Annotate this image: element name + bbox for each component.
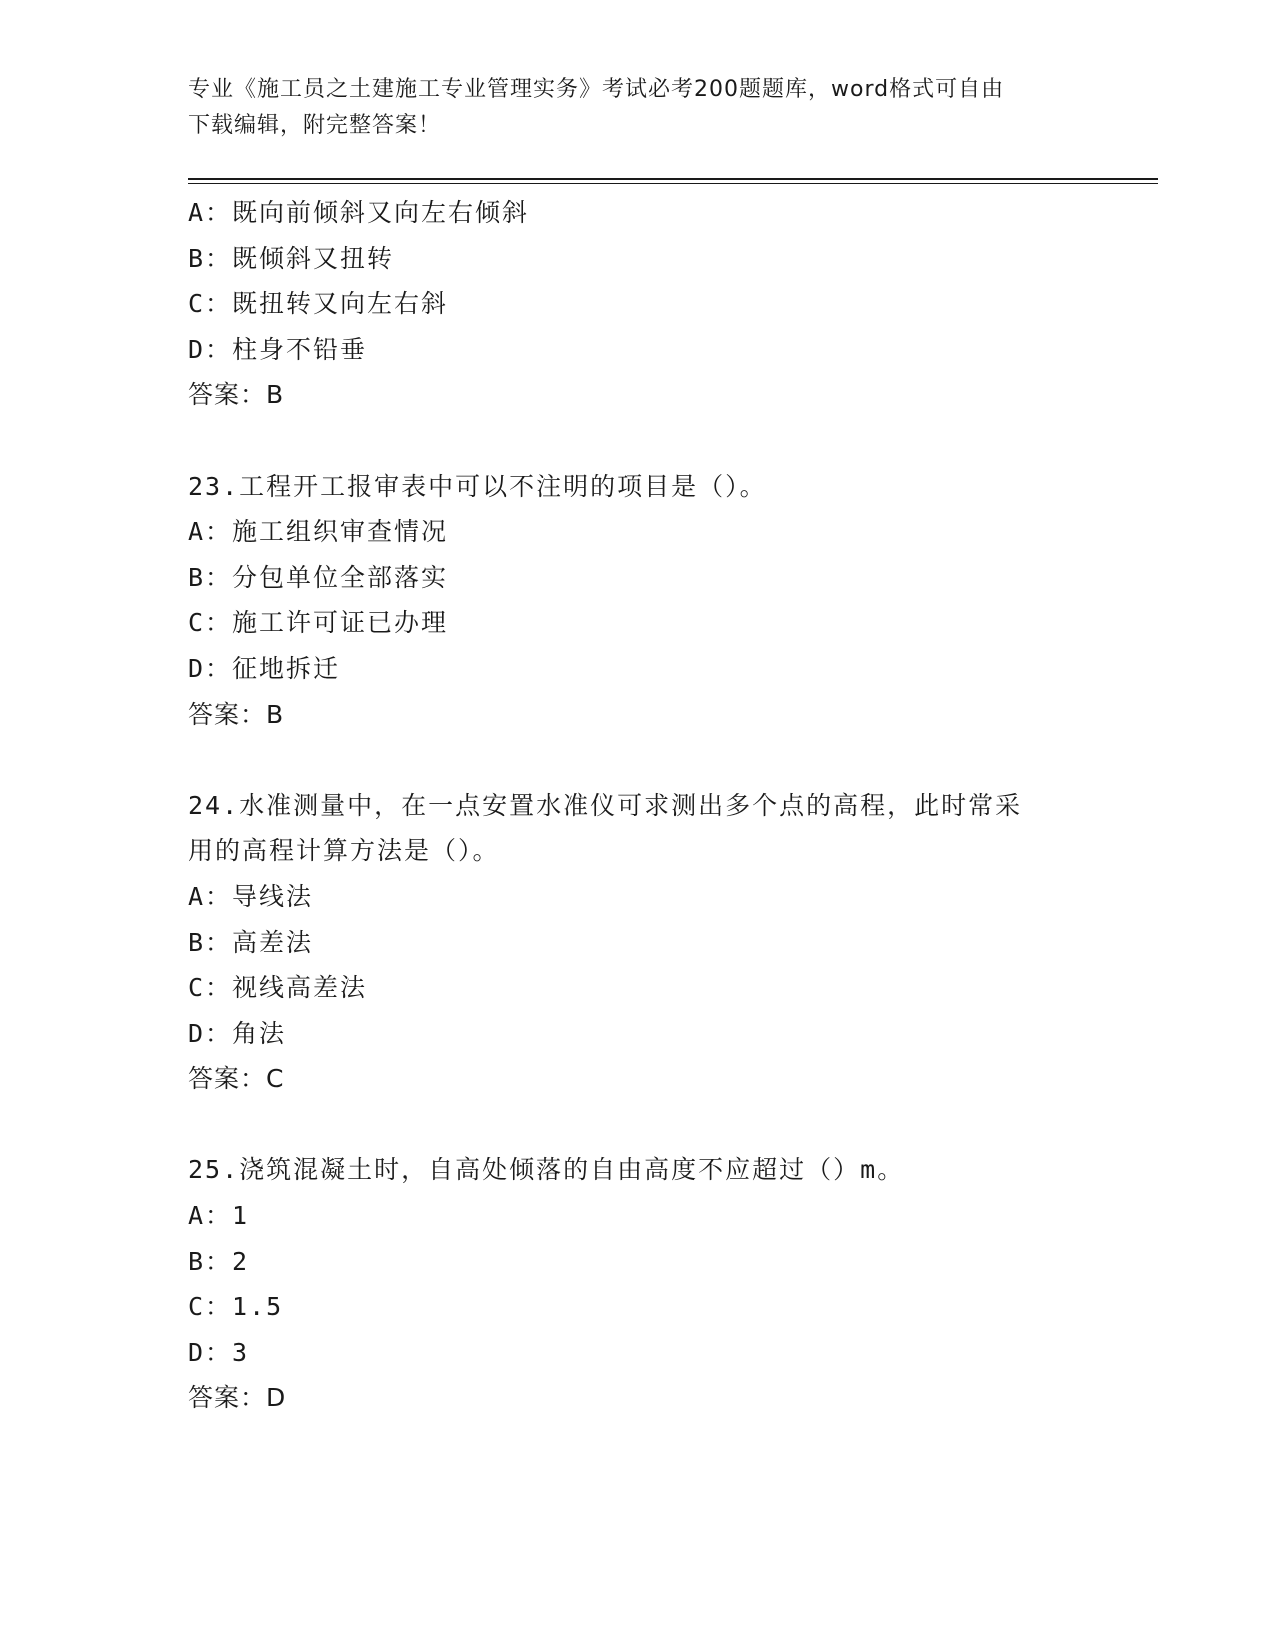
- header-divider-thin: [188, 183, 1158, 184]
- question-block-23: [188, 464, 1088, 738]
- option-d: D：角法: [188, 1018, 287, 1048]
- option-c: C：施工许可证已办理: [188, 608, 449, 638]
- question-list: [188, 190, 1088, 1421]
- spacer: [188, 418, 1088, 464]
- option-c: C：既扭转又向左右斜: [188, 289, 449, 319]
- question-text: 25.浇筑混凝土时，自高处倾落的自由高度不应超过（）m。: [188, 1155, 905, 1185]
- document-header: [188, 72, 1088, 144]
- option-d: D：征地拆迁: [188, 653, 341, 683]
- option-b: B：2: [188, 1246, 250, 1276]
- question-text-line-1: 24.水准测量中，在一点安置水准仪可求测出多个点的高程，此时常采: [188, 790, 1023, 820]
- question-text-line-2: 用的高程计算方法是（）。: [188, 836, 500, 866]
- answer-line: 答案：C: [188, 1064, 285, 1094]
- header-divider-thick: [188, 178, 1158, 180]
- header-line-2: 下载编辑，附完整答案！: [188, 113, 442, 138]
- answer-line: 答案：D: [188, 1383, 287, 1413]
- spacer: [188, 1102, 1088, 1148]
- option-a: A：既向前倾斜又向左右倾斜: [188, 198, 530, 227]
- option-c: C：1.5: [188, 1292, 284, 1322]
- question-block-24: [188, 783, 1088, 1102]
- option-b: B：分包单位全部落实: [188, 562, 449, 592]
- option-d: D：柱身不铅垂: [188, 334, 368, 364]
- option-b: B：既倾斜又扭转: [188, 243, 395, 273]
- answer-line: 答案：B: [188, 380, 285, 410]
- option-c: C：视线高差法: [188, 973, 368, 1003]
- answer-line: 答案：B: [188, 699, 285, 729]
- option-d: D：3: [188, 1337, 250, 1367]
- question-text: 23.工程开工报审表中可以不注明的项目是（）。: [188, 471, 767, 501]
- question-block-22: [188, 190, 1088, 418]
- question-block-25: [188, 1147, 1088, 1421]
- option-a: A：施工组织审查情况: [188, 517, 449, 547]
- header-line-1: 专业《施工员之土建施工专业管理实务》考试必考200题题库，word格式可自由: [188, 77, 1005, 102]
- option-a: A：1: [188, 1201, 250, 1231]
- option-b: B：高差法: [188, 927, 314, 957]
- spacer: [188, 737, 1088, 783]
- option-a: A：导线法: [188, 881, 314, 911]
